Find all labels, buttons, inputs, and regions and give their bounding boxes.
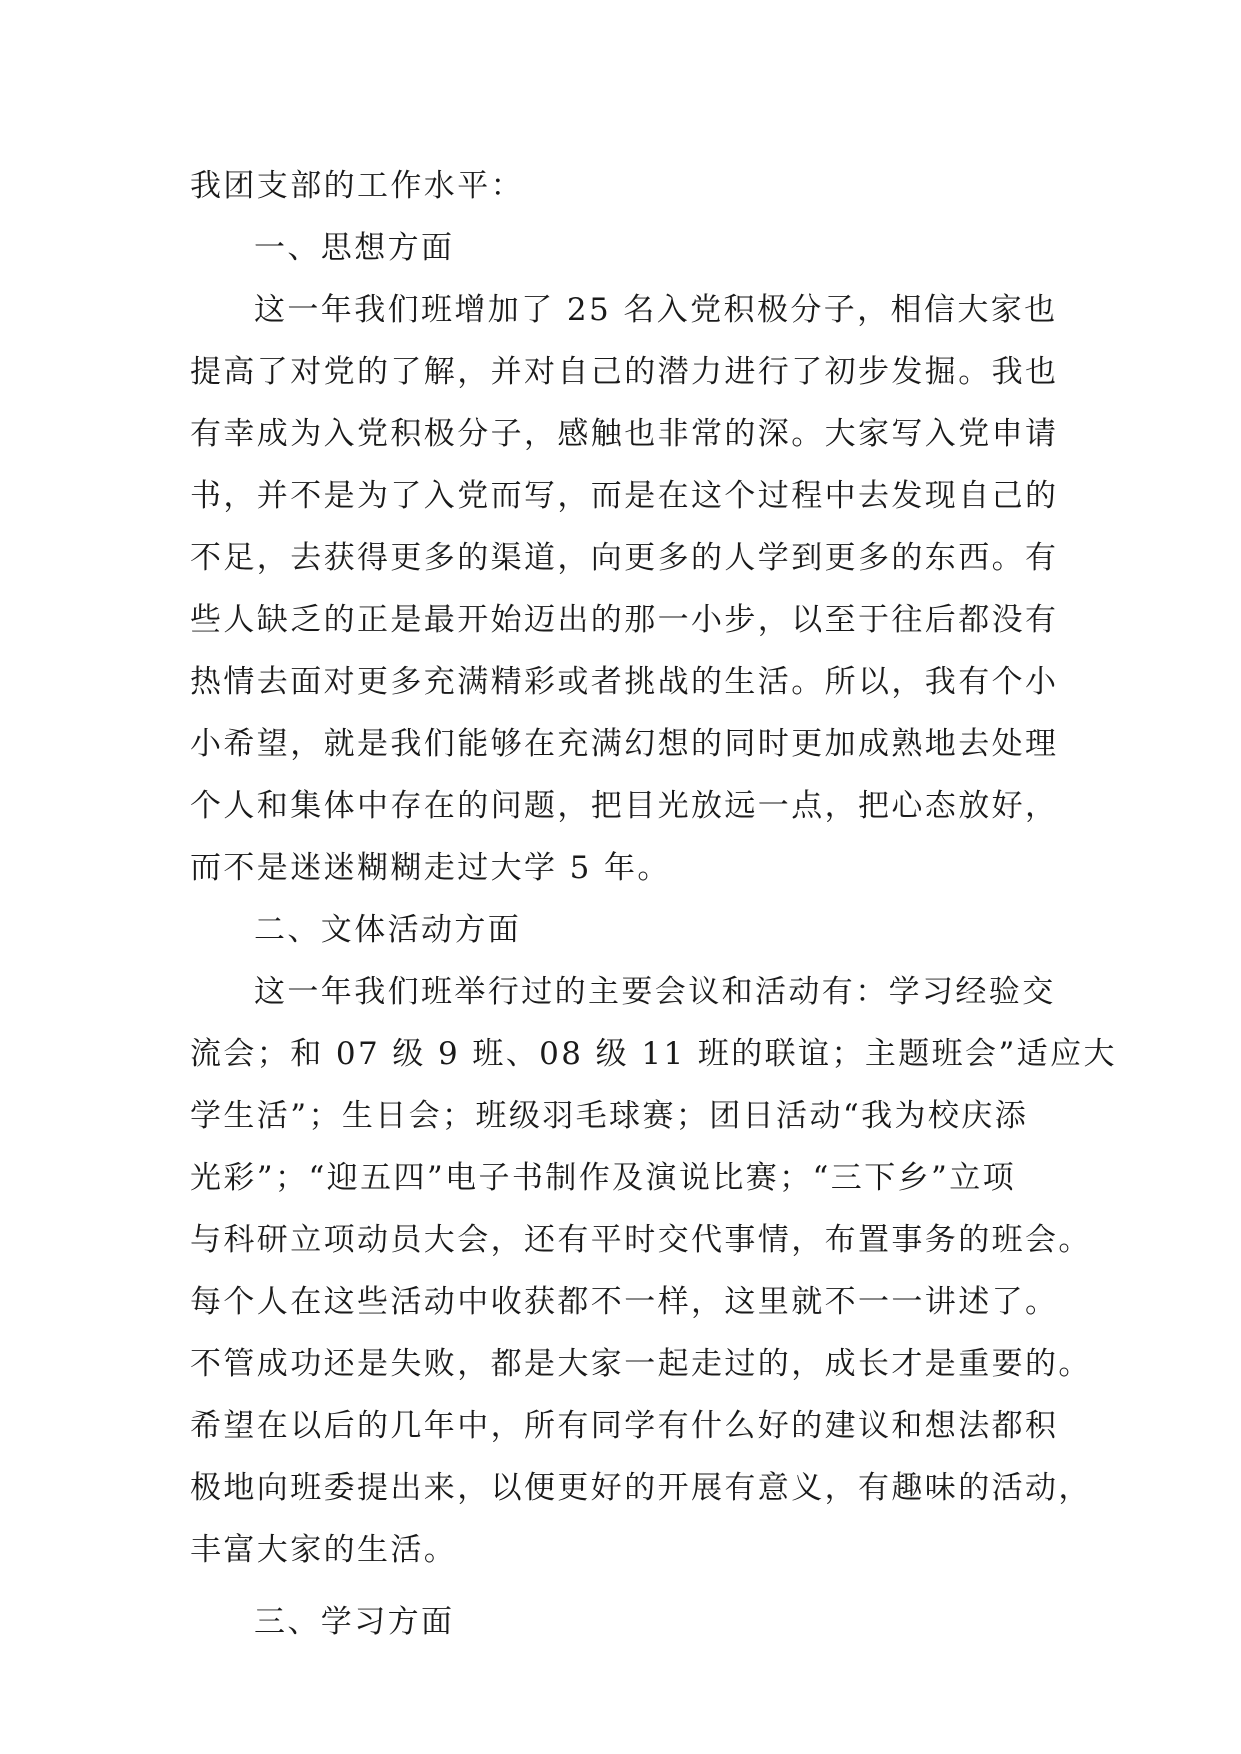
- paragraph-line: 个人和集体中存在的问题，把目光放远一点，把心态放好，: [190, 788, 1059, 824]
- paragraph-line: 学生活”；生日会；班级羽毛球赛；团日活动“我为校庆添: [190, 1098, 1029, 1134]
- paragraph-line: 这一年我们班增加了 25 名入党积极分子，相信大家也: [254, 292, 1058, 328]
- paragraph-line: 光彩”；“迎五四”电子书制作及演说比赛；“三下乡”立项: [190, 1160, 1017, 1196]
- paragraph-line: 些人缺乏的正是最开始迈出的那一小步，以至于往后都没有: [190, 602, 1059, 638]
- paragraph-line: 丰富大家的生活。: [190, 1532, 458, 1568]
- paragraph-line: 不管成功还是失败，都是大家一起走过的，成长才是重要的。: [190, 1346, 1092, 1382]
- paragraph-line: 有幸成为入党积极分子，感触也非常的深。大家写入党申请: [190, 416, 1059, 452]
- section-heading-thought: 一、思想方面: [254, 230, 455, 266]
- paragraph-line: 极地向班委提出来，以便更好的开展有意义，有趣味的活动，: [190, 1470, 1092, 1506]
- paragraph-line: 不足，去获得更多的渠道，向更多的人学到更多的东西。有: [190, 540, 1059, 576]
- document-body: [190, 155, 1117, 1653]
- section-heading-study: 三、学习方面: [254, 1604, 455, 1640]
- section-heading-activities: 二、文体活动方面: [254, 912, 522, 948]
- paragraph-line: 而不是迷迷糊糊走过大学 5 年。: [190, 850, 671, 886]
- paragraph-line: 流会；和 07 级 9 班、08 级 11 班的联谊；主题班会”适应大: [190, 1036, 1117, 1072]
- paragraph-line: 这一年我们班举行过的主要会议和活动有：学习经验交: [254, 974, 1056, 1010]
- paragraph-line: 与科研立项动员大会，还有平时交代事情，布置事务的班会。: [190, 1222, 1092, 1258]
- paragraph-line: 每个人在这些活动中收获都不一样，这里就不一一讲述了。: [190, 1284, 1059, 1320]
- paragraph-line: 希望在以后的几年中，所有同学有什么好的建议和想法都积: [190, 1408, 1059, 1444]
- paragraph-line: 书，并不是为了入党而写，而是在这个过程中去发现自己的: [190, 478, 1059, 514]
- paragraph-line: 热情去面对更多充满精彩或者挑战的生活。所以，我有个小: [190, 664, 1059, 700]
- paragraph-line: 小希望，就是我们能够在充满幻想的同时更加成熟地去处理: [190, 726, 1059, 762]
- paragraph-line: 我团支部的工作水平：: [190, 168, 524, 204]
- paragraph-line: 提高了对党的了解，并对自己的潜力进行了初步发掘。我也: [190, 354, 1059, 390]
